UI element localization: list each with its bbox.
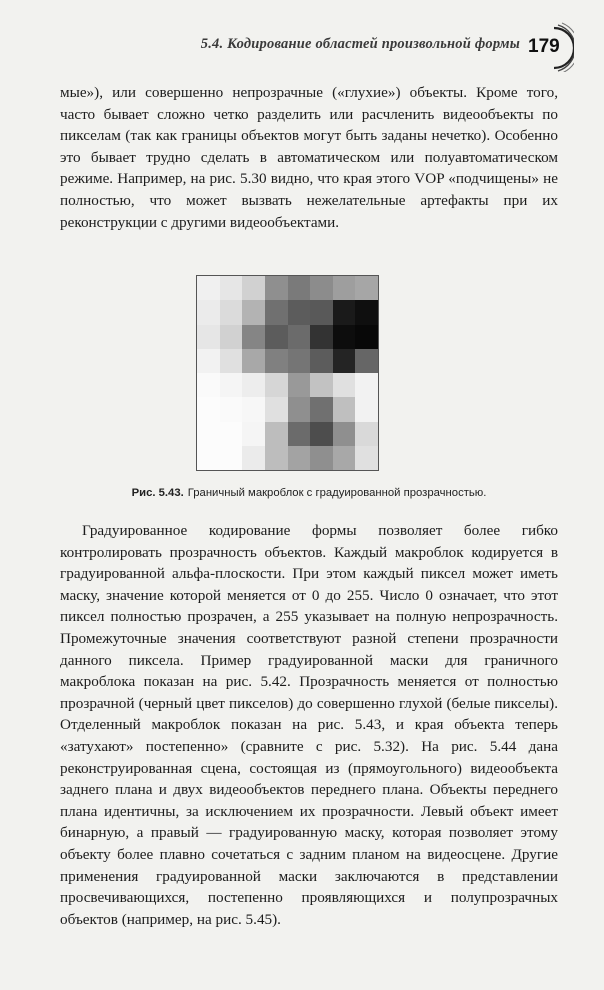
macroblock-pixel xyxy=(288,349,311,374)
macroblock-pixel xyxy=(310,300,333,325)
macroblock-pixel xyxy=(333,349,356,374)
macroblock-pixel xyxy=(242,373,265,398)
macroblock-pixel xyxy=(265,422,288,447)
macroblock-pixel xyxy=(265,276,288,301)
macroblock-pixel xyxy=(310,325,333,350)
macroblock-pixel xyxy=(333,446,356,471)
macroblock-pixel xyxy=(310,349,333,374)
macroblock-pixel xyxy=(220,397,243,422)
macroblock-pixel xyxy=(220,422,243,447)
macroblock-pixel xyxy=(220,446,243,471)
macroblock-pixel xyxy=(288,325,311,350)
macroblock-pixel xyxy=(265,349,288,374)
macroblock-pixel xyxy=(242,422,265,447)
macroblock-pixel xyxy=(242,276,265,301)
macroblock-pixel xyxy=(265,373,288,398)
macroblock-pixel xyxy=(333,373,356,398)
macroblock-pixel xyxy=(310,422,333,447)
macroblock-pixel xyxy=(265,446,288,471)
macroblock-pixel xyxy=(265,397,288,422)
macroblock-pixel xyxy=(220,300,243,325)
macroblock-pixel xyxy=(242,446,265,471)
macroblock-pixel xyxy=(288,397,311,422)
macroblock-figure xyxy=(196,275,379,471)
figure-caption-label: Рис. 5.43. xyxy=(131,487,184,499)
macroblock-pixel xyxy=(288,422,311,447)
body-paragraph-1: мые»), или совершенно непрозрачные («глухие») объекты. Кроме того, часто бывает сложно четко разделить или расчленить видеообъекты по пикселам (так как границы объектов могут быть заданы нечетко). Особенно это бывает трудно сделать в автоматическом или полуавтоматическом режиме. Например, на рис. 5.30 видно, что края этого VOP «подчищены» не полностью, что может вызвать нежелательные артефакты при их реконструкции с другими видеообъектами. xyxy=(60,84,558,231)
macroblock-pixel xyxy=(197,349,220,374)
macroblock-pixel xyxy=(197,373,220,398)
macroblock-pixel xyxy=(197,300,220,325)
macroblock-pixel xyxy=(333,276,356,301)
figure-caption xyxy=(60,487,558,499)
macroblock-pixel xyxy=(355,349,378,374)
macroblock-pixel xyxy=(197,325,220,350)
macroblock-pixel xyxy=(310,397,333,422)
macroblock-pixel xyxy=(220,325,243,350)
macroblock-pixel xyxy=(355,397,378,422)
running-head: 5.4. Кодирование областей произвольной формы xyxy=(200,36,520,52)
macroblock-pixel xyxy=(288,276,311,301)
macroblock-pixel xyxy=(197,397,220,422)
page-number-badge xyxy=(524,22,574,72)
macroblock-pixel xyxy=(220,373,243,398)
macroblock-pixel xyxy=(355,446,378,471)
page-number: 179 xyxy=(528,36,560,57)
macroblock-pixel xyxy=(310,373,333,398)
macroblock-pixel xyxy=(242,325,265,350)
macroblock-pixel xyxy=(242,397,265,422)
macroblock-pixel xyxy=(288,373,311,398)
macroblock-pixel xyxy=(310,276,333,301)
macroblock-pixel xyxy=(333,422,356,447)
macroblock-pixel xyxy=(197,422,220,447)
macroblock-pixel xyxy=(355,422,378,447)
macroblock-pixel xyxy=(333,397,356,422)
macroblock-pixel xyxy=(220,276,243,301)
macroblock-pixel xyxy=(355,276,378,301)
macroblock-pixel xyxy=(265,325,288,350)
macroblock-pixel xyxy=(355,373,378,398)
macroblock-pixel xyxy=(220,349,243,374)
macroblock-pixel xyxy=(333,325,356,350)
macroblock-pixel xyxy=(197,276,220,301)
figure-caption-text: Граничный макроблок с градуированной прозрачностью. xyxy=(187,487,487,499)
macroblock-pixel xyxy=(197,446,220,471)
macroblock-pixel xyxy=(310,446,333,471)
macroblock-pixel xyxy=(288,300,311,325)
macroblock-pixel xyxy=(242,349,265,374)
macroblock-pixel xyxy=(242,300,265,325)
macroblock-pixel xyxy=(333,300,356,325)
macroblock-pixel xyxy=(265,300,288,325)
macroblock-pixel xyxy=(355,300,378,325)
body-paragraph-2: Градуированное кодирование формы позволяет более гибко контролировать прозрачность объектов. Каждый макроблок кодируется в градуированной альфа-плоскости. При этом каждый пиксел может иметь маску, значение которой меняется от 0 до 255. Число 0 означает, что этот пиксел полностью прозрачен, а 255 указывает на полную непрозрачность. Промежуточные значения соответствуют разной степени прозрачности данного пиксела. Пример градуированной маски для граничного макроблока показан на рис. 5.42. Прозрачность меняется от полностью прозрачной (черный цвет пикселов) до совершенно глухой (белые пикселы). Отделенный макроблок показан на рис. 5.43, и края объекта теперь «затухают» постепенно» (сравните с рис. 5.32). На рис. 5.44 дана реконструированная сцена, состоящая из (прямоугольного) видеообъекта заднего плана и двух видеообъектов переднего плана. Объекты переднего плана идентичны, за исключением их прозрачности. Левый объект имеет бинарную, а правый — градуированную маску, которая позволяет этому объекту более плавно сочетаться с задним планом на видеосцене. Другие применения градуированной маски заключаются в представлении просвечивающихся, постепенно проявляющихся и полупрозрачных объектов (например, на рис. 5.45). xyxy=(60,522,558,928)
macroblock-pixel xyxy=(288,446,311,471)
macroblock-pixel xyxy=(355,325,378,350)
